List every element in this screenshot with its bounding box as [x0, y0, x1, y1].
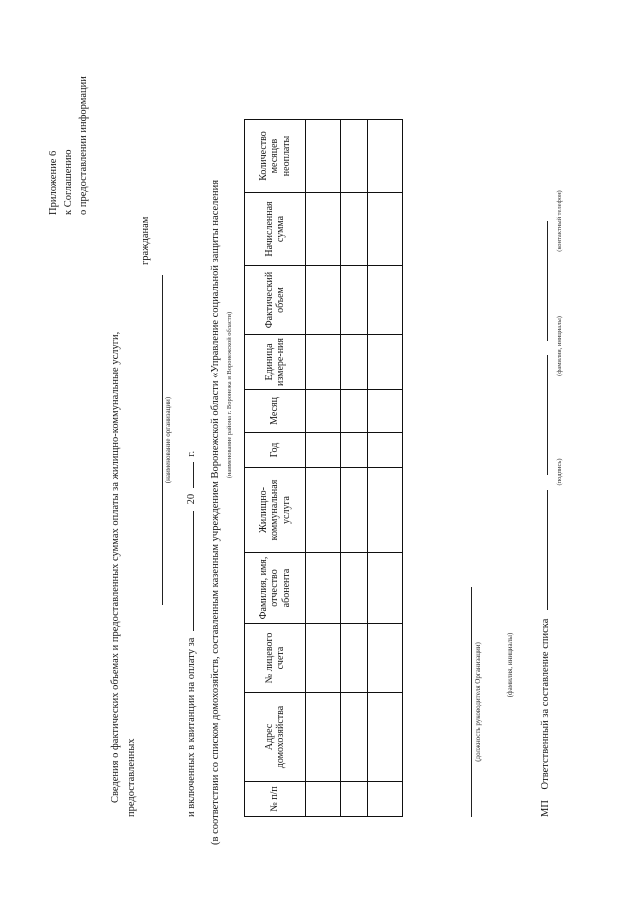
cell-year[interactable]	[368, 433, 403, 468]
organization-blank-line[interactable]	[150, 275, 163, 605]
cell-address[interactable]	[368, 693, 403, 782]
mp-label: МП	[540, 800, 551, 817]
organization-caption: (наименование организации)	[164, 396, 172, 484]
table-body	[306, 120, 403, 817]
cell-months[interactable]	[306, 120, 341, 193]
accordance-line: (в соответствии со списком домохозяйств, составленным казенным учреждением Воронежской области «Управление социальной защиты населения	[210, 179, 221, 845]
appendix-line-3: о предоставлении информации	[78, 76, 90, 215]
cell-unit[interactable]	[306, 335, 341, 390]
table-header-row	[245, 120, 306, 817]
cell-sum[interactable]	[306, 193, 341, 266]
col-header-month: Месяц	[245, 390, 306, 433]
col-header-address: Адрес домохозяйства	[245, 693, 306, 782]
document-title	[108, 57, 140, 817]
title-line-3: гражданам	[140, 216, 151, 265]
cell-account[interactable]	[368, 624, 403, 693]
signature-initials-caption: (фамилия, инициалы)	[556, 316, 563, 376]
contact-phone-caption: (контактный телефон)	[556, 190, 563, 252]
payment-period-prefix: и включенных в квитанции на оплату за	[186, 637, 197, 817]
payment-period-line	[186, 117, 197, 817]
payment-year-suffix: г.	[186, 450, 197, 457]
cell-months[interactable]	[341, 120, 368, 193]
cell-number[interactable]	[341, 782, 368, 817]
col-header-sum: Начисленная сумма	[245, 193, 306, 266]
cell-address[interactable]	[341, 693, 368, 782]
appendix-line-2: к Соглашению	[63, 149, 75, 215]
payment-year-prefix: 20	[186, 493, 197, 505]
municipality-caption: (наименование района г. Воронежа и Воронежской области)	[226, 311, 233, 479]
col-header-volume: Фактический объем	[245, 266, 306, 335]
responsible-label: Ответственный за составление списка	[540, 618, 551, 790]
cell-volume[interactable]	[306, 266, 341, 335]
appendix-header	[46, 15, 92, 215]
cell-fio[interactable]	[368, 553, 403, 624]
col-header-year: Год	[245, 433, 306, 468]
cell-month[interactable]	[368, 390, 403, 433]
responsible-initials-blank[interactable]	[547, 355, 548, 475]
cell-sum[interactable]	[368, 193, 403, 266]
col-header-months: Количество месяцев неоплаты	[245, 120, 306, 193]
cell-month[interactable]	[341, 390, 368, 433]
table-header	[245, 120, 306, 817]
households-table	[244, 119, 403, 817]
cell-months[interactable]	[368, 120, 403, 193]
head-initials-caption: (фамилия, инициалы)	[506, 632, 514, 698]
cell-number[interactable]	[306, 782, 341, 817]
appendix-line-1: Приложение 6	[48, 150, 59, 215]
cell-sum[interactable]	[341, 193, 368, 266]
table-row[interactable]	[306, 120, 341, 817]
payment-year-blank[interactable]	[193, 462, 194, 488]
cell-fio[interactable]	[341, 553, 368, 624]
cell-service[interactable]	[306, 468, 341, 553]
signature-caption: (подпись)	[556, 458, 563, 486]
cell-account[interactable]	[341, 624, 368, 693]
cell-address[interactable]	[306, 693, 341, 782]
responsible-line	[540, 215, 551, 817]
cell-month[interactable]	[306, 390, 341, 433]
cell-volume[interactable]	[368, 266, 403, 335]
col-header-account: № лицевого счета	[245, 624, 306, 693]
cell-number[interactable]	[368, 782, 403, 817]
title-line-2: предоставленных	[125, 738, 137, 817]
head-signature-line[interactable]	[470, 587, 472, 817]
cell-unit[interactable]	[341, 335, 368, 390]
cell-volume[interactable]	[341, 266, 368, 335]
responsible-signature-blank[interactable]	[547, 490, 548, 610]
cell-year[interactable]	[341, 433, 368, 468]
cell-year[interactable]	[306, 433, 341, 468]
col-header-unit: Единица измере-ния	[245, 335, 306, 390]
cell-unit[interactable]	[368, 335, 403, 390]
col-header-service: Жилищно-коммунальная услуга	[245, 468, 306, 553]
table-row[interactable]	[341, 120, 368, 817]
cell-service[interactable]	[368, 468, 403, 553]
table-row[interactable]	[368, 120, 403, 817]
col-header-number: № п/п	[245, 782, 306, 817]
col-header-fio: Фамилия, имя, отчество абонента	[245, 553, 306, 624]
cell-account[interactable]	[306, 624, 341, 693]
cell-service[interactable]	[341, 468, 368, 553]
payment-month-blank[interactable]	[193, 511, 194, 631]
cell-fio[interactable]	[306, 553, 341, 624]
responsible-phone-blank[interactable]	[547, 221, 548, 341]
head-position-caption: (должность руководителя Организации)	[474, 642, 482, 762]
title-line-1: Сведения о фактических объемах и предоставленных суммах оплаты за жилищно-коммунальные услуги,	[110, 331, 121, 803]
